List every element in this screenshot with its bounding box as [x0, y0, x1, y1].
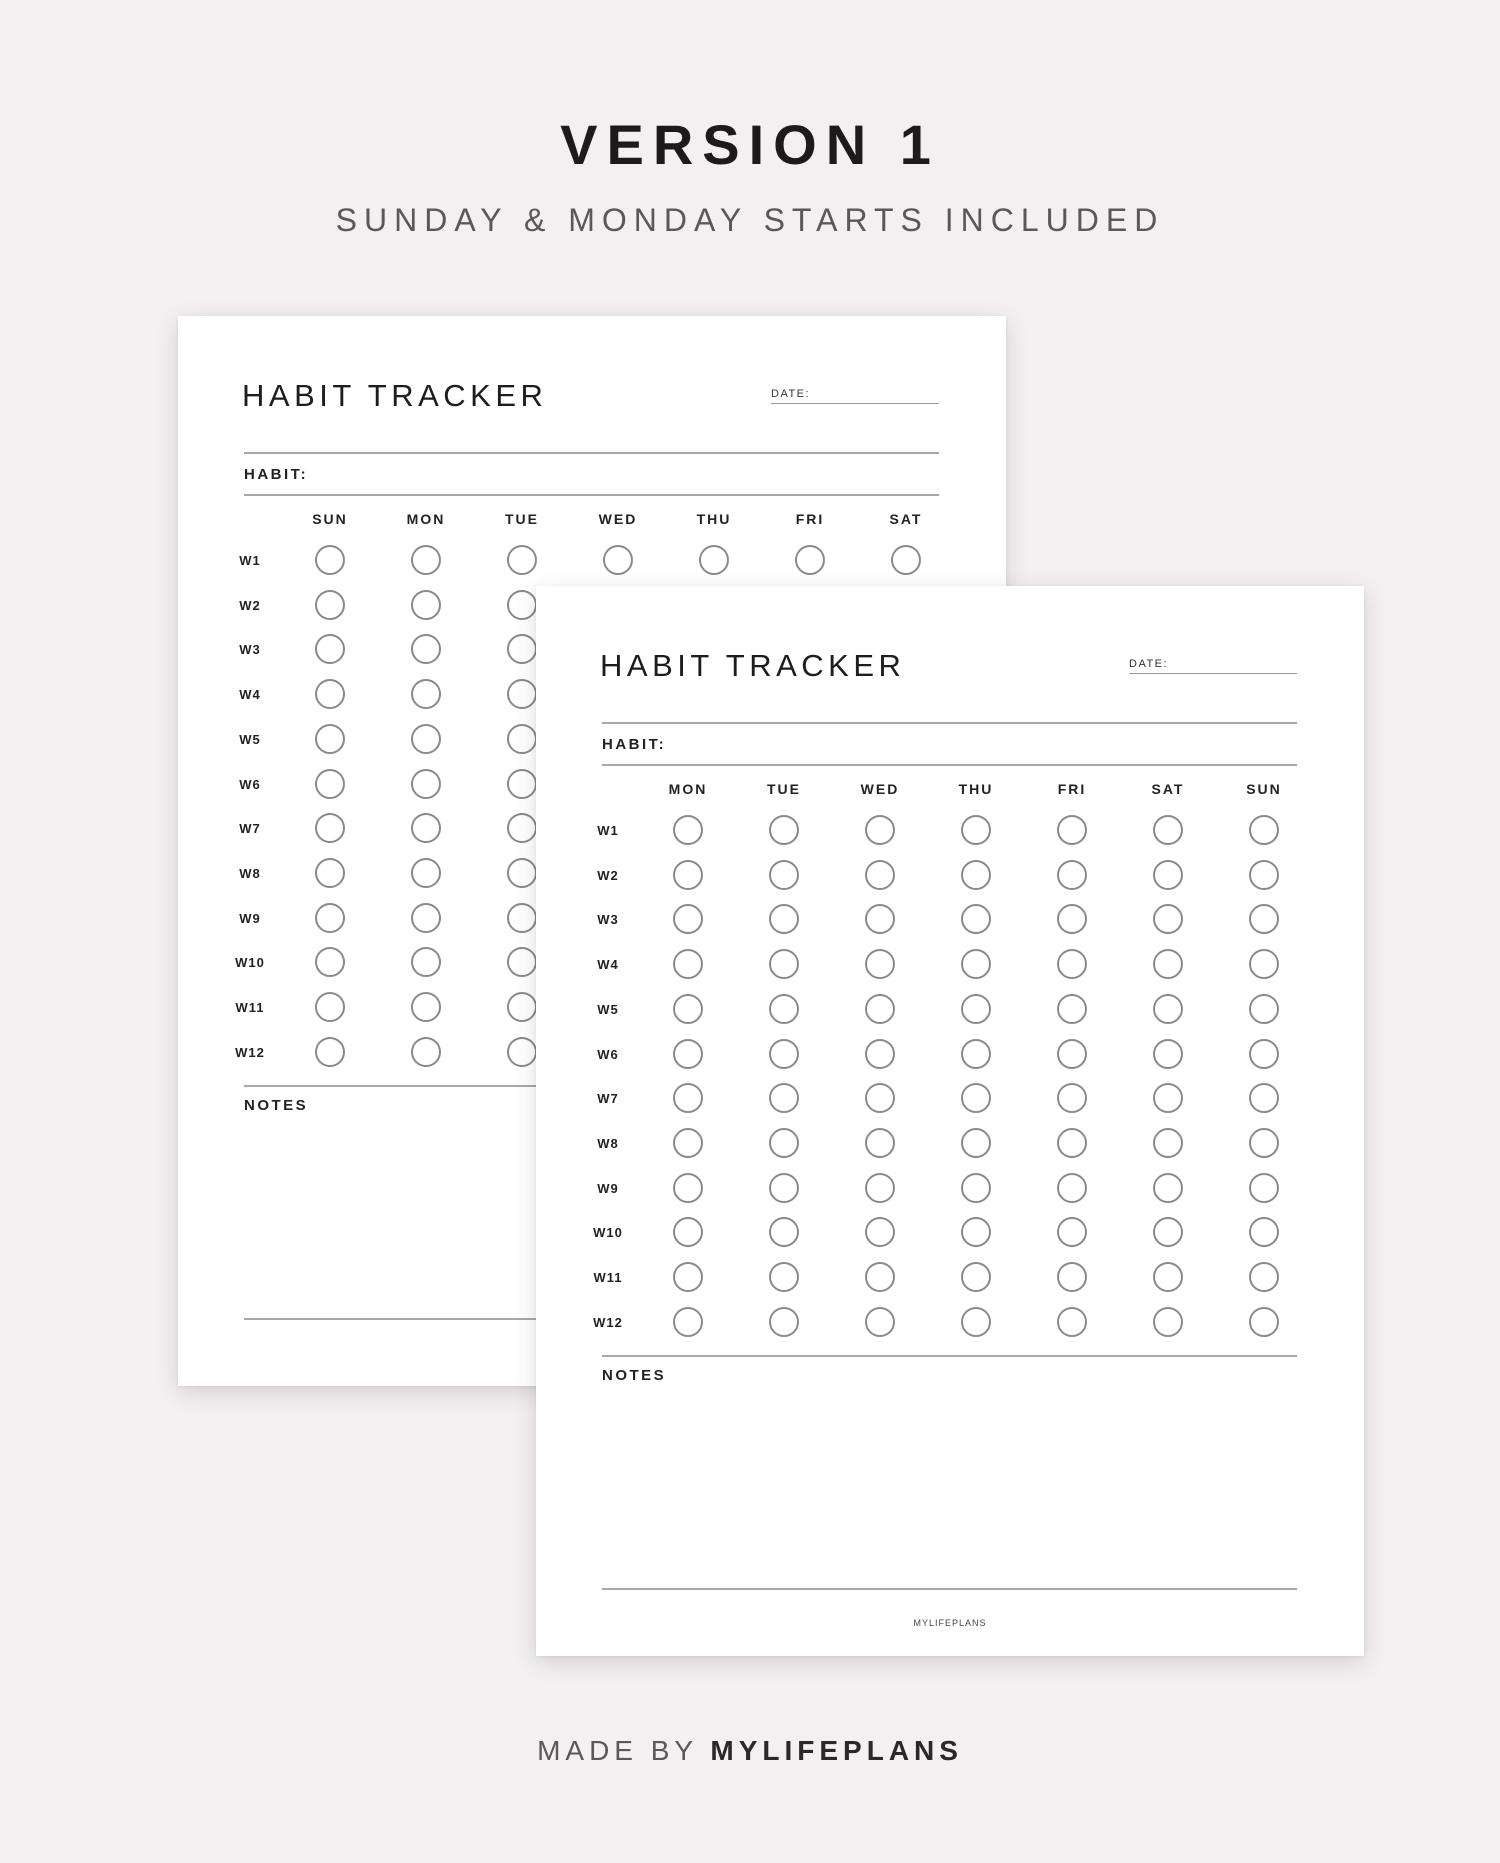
habit-checkbox-circle[interactable]	[507, 992, 537, 1022]
habit-checkbox-circle[interactable]	[961, 1262, 991, 1292]
habit-checkbox-circle[interactable]	[507, 590, 537, 620]
week-label: W1	[239, 553, 261, 568]
habit-checkbox-circle[interactable]	[795, 545, 825, 575]
habit-checkbox-circle[interactable]	[1057, 904, 1087, 934]
day-header: MON	[668, 781, 708, 797]
habit-checkbox-circle[interactable]	[865, 1307, 895, 1337]
date-line	[771, 403, 939, 404]
habit-checkbox-circle[interactable]	[769, 1173, 799, 1203]
habit-checkbox-circle[interactable]	[603, 545, 633, 575]
habit-checkbox-circle[interactable]	[315, 545, 345, 575]
habit-checkbox-circle[interactable]	[315, 992, 345, 1022]
habit-checkbox-circle[interactable]	[507, 724, 537, 754]
habit-checkbox-circle[interactable]	[961, 1128, 991, 1158]
habit-checkbox-circle[interactable]	[507, 947, 537, 977]
sheet-title: HABIT TRACKER	[600, 648, 906, 683]
habit-checkbox-circle[interactable]	[1153, 1128, 1183, 1158]
habit-checkbox-circle[interactable]	[1249, 860, 1279, 890]
notes-label: NOTES	[244, 1097, 309, 1114]
habit-checkbox-circle[interactable]	[865, 1083, 895, 1113]
week-label: W5	[597, 1001, 619, 1017]
day-header: MON	[406, 511, 446, 527]
week-label: W3	[239, 642, 261, 658]
habit-checkbox-circle[interactable]	[1153, 949, 1183, 979]
planner-sheet-monday-start	[536, 586, 1364, 1656]
habit-checkbox-circle[interactable]	[315, 634, 345, 664]
divider	[244, 494, 939, 496]
habit-checkbox-circle[interactable]	[673, 1083, 703, 1113]
footer-brand: MYLIFEPLANS	[710, 1735, 963, 1766]
week-label: W4	[239, 687, 261, 703]
habit-checkbox-circle[interactable]	[1153, 904, 1183, 934]
habit-checkbox-circle[interactable]	[769, 1039, 799, 1069]
habit-checkbox-circle[interactable]	[1057, 1083, 1087, 1113]
habit-checkbox-circle[interactable]	[507, 813, 537, 843]
week-label: W5	[239, 731, 261, 747]
habit-checkbox-circle[interactable]	[865, 1128, 895, 1158]
week-label: W6	[597, 1046, 619, 1062]
day-header: SAT	[889, 511, 923, 527]
habit-checkbox-circle[interactable]	[961, 994, 991, 1024]
divider	[244, 452, 939, 454]
sheet-title: HABIT TRACKER	[242, 378, 548, 413]
day-header: FRI	[795, 511, 825, 527]
habit-checkbox-circle[interactable]	[673, 815, 703, 845]
habit-checkbox-circle[interactable]	[507, 858, 537, 888]
habit-checkbox-circle[interactable]	[1153, 994, 1183, 1024]
habit-checkbox-circle[interactable]	[673, 1039, 703, 1069]
week-label: W3	[597, 912, 619, 928]
date-label: DATE:	[1129, 658, 1169, 670]
habit-checkbox-circle[interactable]	[673, 1262, 703, 1292]
habit-checkbox-circle[interactable]	[315, 858, 345, 888]
habit-checkbox-circle[interactable]	[1249, 1128, 1279, 1158]
habit-checkbox-circle[interactable]	[411, 992, 441, 1022]
day-header: WED	[598, 511, 638, 527]
habit-checkbox-circle[interactable]	[411, 903, 441, 933]
day-header: SAT	[1151, 781, 1185, 797]
habit-checkbox-circle[interactable]	[961, 1039, 991, 1069]
habit-checkbox-circle[interactable]	[507, 545, 537, 575]
habit-checkbox-circle[interactable]	[411, 947, 441, 977]
habit-checkbox-circle[interactable]	[315, 769, 345, 799]
habit-checkbox-circle[interactable]	[1249, 949, 1279, 979]
habit-checkbox-circle[interactable]	[865, 1173, 895, 1203]
habit-checkbox-circle[interactable]	[769, 1083, 799, 1113]
week-label: W8	[239, 865, 261, 881]
habit-checkbox-circle[interactable]	[769, 1128, 799, 1158]
week-label: W11	[235, 1000, 265, 1015]
week-label: W2	[597, 867, 619, 883]
habit-checkbox-circle[interactable]	[507, 679, 537, 709]
habit-checkbox-circle[interactable]	[769, 1217, 799, 1247]
divider	[602, 722, 1297, 724]
habit-checkbox-circle[interactable]	[673, 1173, 703, 1203]
habit-checkbox-circle[interactable]	[865, 1039, 895, 1069]
divider	[602, 1588, 1297, 1590]
habit-checkbox-circle[interactable]	[865, 1217, 895, 1247]
notes-label: NOTES	[602, 1367, 667, 1384]
week-label: W1	[597, 823, 619, 838]
week-label: W9	[597, 1180, 619, 1196]
habit-checkbox-circle[interactable]	[1057, 1307, 1087, 1337]
habit-checkbox-circle[interactable]	[865, 1262, 895, 1292]
habit-checkbox-circle[interactable]	[699, 545, 729, 575]
habit-checkbox-circle[interactable]	[673, 860, 703, 890]
habit-checkbox-circle[interactable]	[961, 815, 991, 845]
footer-credit	[0, 1735, 1500, 1767]
habit-checkbox-circle[interactable]	[961, 1173, 991, 1203]
habit-checkbox-circle[interactable]	[865, 860, 895, 890]
habit-checkbox-circle[interactable]	[961, 860, 991, 890]
sheet-brand: MYLIFEPLANS	[913, 1618, 987, 1628]
habit-checkbox-circle[interactable]	[1057, 949, 1087, 979]
habit-checkbox-circle[interactable]	[865, 815, 895, 845]
day-header: WED	[860, 781, 900, 797]
habit-checkbox-circle[interactable]	[1057, 1173, 1087, 1203]
day-header: THU	[696, 511, 732, 527]
habit-checkbox-circle[interactable]	[1153, 1217, 1183, 1247]
week-label: W10	[593, 1225, 623, 1241]
day-header: THU	[958, 781, 994, 797]
habit-checkbox-circle[interactable]	[673, 994, 703, 1024]
habit-checkbox-circle[interactable]	[1057, 1217, 1087, 1247]
habit-checkbox-circle[interactable]	[507, 769, 537, 799]
week-label: W10	[235, 955, 265, 971]
week-label: W8	[597, 1135, 619, 1151]
habit-checkbox-circle[interactable]	[1249, 1217, 1279, 1247]
divider	[602, 1355, 1297, 1357]
footer-prefix: MADE BY	[537, 1735, 698, 1766]
habit-checkbox-circle[interactable]	[1249, 1173, 1279, 1203]
habit-checkbox-circle[interactable]	[315, 947, 345, 977]
habit-checkbox-circle[interactable]	[315, 590, 345, 620]
habit-checkbox-circle[interactable]	[1249, 904, 1279, 934]
habit-checkbox-circle[interactable]	[961, 1217, 991, 1247]
habit-checkbox-circle[interactable]	[315, 1037, 345, 1067]
habit-checkbox-circle[interactable]	[1249, 1039, 1279, 1069]
day-header: TUE	[505, 511, 539, 527]
week-label: W12	[235, 1044, 265, 1060]
habit-checkbox-circle[interactable]	[1057, 1262, 1087, 1292]
habit-checkbox-circle[interactable]	[411, 590, 441, 620]
habit-checkbox-circle[interactable]	[891, 545, 921, 575]
habit-checkbox-circle[interactable]	[865, 904, 895, 934]
day-header: SUN	[312, 511, 348, 527]
habit-checkbox-circle[interactable]	[961, 1083, 991, 1113]
habit-checkbox-circle[interactable]	[1249, 815, 1279, 845]
page-headline: VERSION 1	[560, 113, 940, 176]
habit-checkbox-circle[interactable]	[961, 904, 991, 934]
habit-checkbox-circle[interactable]	[961, 949, 991, 979]
habit-checkbox-circle[interactable]	[315, 679, 345, 709]
week-label: W9	[239, 910, 261, 926]
day-header: TUE	[767, 781, 801, 797]
habit-checkbox-circle[interactable]	[865, 994, 895, 1024]
habit-checkbox-circle[interactable]	[769, 1262, 799, 1292]
habit-checkbox-circle[interactable]	[1153, 1083, 1183, 1113]
habit-checkbox-circle[interactable]	[411, 545, 441, 575]
habit-checkbox-circle[interactable]	[411, 634, 441, 664]
habit-checkbox-circle[interactable]	[769, 949, 799, 979]
habit-checkbox-circle[interactable]	[1057, 1039, 1087, 1069]
date-label: DATE:	[771, 388, 811, 400]
week-label: W4	[597, 957, 619, 973]
habit-checkbox-circle[interactable]	[507, 1037, 537, 1067]
habit-checkbox-circle[interactable]	[1249, 1083, 1279, 1113]
habit-checkbox-circle[interactable]	[315, 724, 345, 754]
habit-checkbox-circle[interactable]	[961, 1307, 991, 1337]
habit-checkbox-circle[interactable]	[1057, 994, 1087, 1024]
habit-checkbox-circle[interactable]	[315, 903, 345, 933]
habit-checkbox-circle[interactable]	[1153, 860, 1183, 890]
habit-checkbox-circle[interactable]	[769, 1307, 799, 1337]
habit-checkbox-circle[interactable]	[673, 1307, 703, 1337]
habit-checkbox-circle[interactable]	[673, 1128, 703, 1158]
habit-checkbox-circle[interactable]	[411, 679, 441, 709]
habit-checkbox-circle[interactable]	[1153, 1307, 1183, 1337]
habit-checkbox-circle[interactable]	[315, 813, 345, 843]
habit-checkbox-circle[interactable]	[411, 724, 441, 754]
date-line	[1129, 673, 1297, 674]
week-label: W7	[597, 1091, 619, 1107]
habit-checkbox-circle[interactable]	[769, 994, 799, 1024]
habit-checkbox-circle[interactable]	[673, 904, 703, 934]
week-label: W6	[239, 776, 261, 792]
habit-checkbox-circle[interactable]	[1153, 815, 1183, 845]
habit-label: HABIT:	[244, 466, 309, 483]
habit-checkbox-circle[interactable]	[673, 1217, 703, 1247]
habit-checkbox-circle[interactable]	[1153, 1039, 1183, 1069]
habit-checkbox-circle[interactable]	[1057, 815, 1087, 845]
habit-checkbox-circle[interactable]	[1057, 860, 1087, 890]
habit-checkbox-circle[interactable]	[865, 949, 895, 979]
habit-label: HABIT:	[602, 736, 667, 753]
day-header: FRI	[1057, 781, 1087, 797]
habit-checkbox-circle[interactable]	[411, 858, 441, 888]
divider	[602, 764, 1297, 766]
week-label: W11	[593, 1270, 623, 1285]
habit-checkbox-circle[interactable]	[1249, 1262, 1279, 1292]
habit-checkbox-circle[interactable]	[411, 1037, 441, 1067]
habit-checkbox-circle[interactable]	[1057, 1128, 1087, 1158]
week-label: W12	[593, 1314, 623, 1330]
habit-checkbox-circle[interactable]	[1249, 994, 1279, 1024]
week-label: W7	[239, 821, 261, 837]
habit-checkbox-circle[interactable]	[507, 634, 537, 664]
habit-checkbox-circle[interactable]	[769, 860, 799, 890]
habit-checkbox-circle[interactable]	[1153, 1173, 1183, 1203]
day-header: SUN	[1246, 781, 1282, 797]
habit-checkbox-circle[interactable]	[1249, 1307, 1279, 1337]
week-label: W2	[239, 597, 261, 613]
page-subheadline: SUNDAY & MONDAY STARTS INCLUDED	[335, 202, 1165, 238]
habit-checkbox-circle[interactable]	[411, 813, 441, 843]
habit-checkbox-circle[interactable]	[1153, 1262, 1183, 1292]
habit-checkbox-circle[interactable]	[673, 949, 703, 979]
habit-checkbox-circle[interactable]	[769, 904, 799, 934]
habit-checkbox-circle[interactable]	[507, 903, 537, 933]
habit-checkbox-circle[interactable]	[769, 815, 799, 845]
habit-checkbox-circle[interactable]	[411, 769, 441, 799]
